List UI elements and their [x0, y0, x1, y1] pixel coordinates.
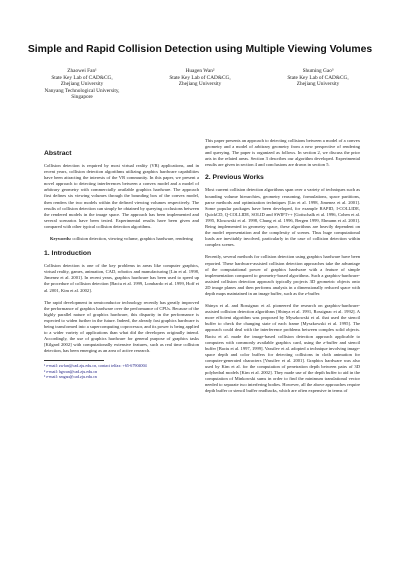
paragraph: This paper presents an approach to detecting collisions between a model of a convex geometry and a model of arbitrary geometry from a new perspective of rendering and querying. The paper is organized as follows. In section 2, we discuss the prior arts in the related areas. Section 3 describes our algorithm developed. Experimental results are given in section 4 and conclusions are drawn in section 5. — [205, 138, 360, 168]
paper-title: Simple and Rapid Collision Detection using Multiple Viewing Volumes — [27, 44, 373, 55]
left-column — [44, 150, 199, 379]
author-affiliation: Zhejiang University — [60, 81, 104, 88]
author-3 — [258, 68, 378, 88]
author-2 — [140, 68, 260, 88]
keywords — [44, 236, 199, 242]
author-affiliation: Nanyang Technological University, — [44, 87, 120, 94]
author-name: Shuming Gao³ — [302, 68, 334, 74]
author-affiliation: State Key Lab of CAD&CG, — [287, 74, 349, 81]
paragraph: The rapid development in semiconductor technology recently has greatly improved the performance of graphics hardware over the performance of CPUs. Because of the highly parallel nature of graphics hardware, this disparity in the performance is expected to widen further in the future. Indeed, the already fast graphics hardware is being transformed into a supercomputing coprocessor, and its power is being applied to a wider variety of applications than what did the developers originally intend. Accordingly, the use of graphics hardware for general purpose of graphics tasks [Kilgard 2002] with computationally extensive features, such as real time collision detection, has been emerging as an area of active research. — [44, 299, 199, 354]
keywords-label: Keywords: — [50, 236, 72, 242]
author-block — [0, 68, 400, 108]
author-1 — [22, 68, 142, 101]
paragraph: Shinya et al. and Rossignac et al. pioneered the research on graphics-hardware-assisted collision detection algorithms [Shinya et al. 1991, Rossignac et al. 1992]. A more efficient algorithm was proposed by Myszkowski et al. that used the stencil buffer to check the changing state of each frame [Myszkowski et al. 1995]. The approach could deal with the interference problems between complex solid objects. Baciu et al. made the image-based collision detection approach applicable to computers with commonly available graphics card, using the z-buffer and stencil buffer [Baciu et al. 1997, 1999]. Vassilev et al. adopted a technique involving image-space depth and color buffers for detecting collisions in cloth animation for computer-generated characters [Vassilev et al. 2001]. Graphics hardware was also used by Kim et al. for the computation of penetration depth between pairs of 3D polyhedral models [Kim et al. 2002]. They made use of the depth buffer to aid in the computation of Minkowski sums in order to find the minimum translational vector needed to separate two interfering bodies. However, all the above approaches require depth buffer or stencil buffer readbacks, which are often expensive in terms of — [205, 303, 360, 394]
author-affiliation: State Key Lab of CAD&CG, — [51, 74, 113, 81]
abstract-text: Collision detection is required by most virtual reality (VR) applications, and in recent years, collision detection algorithms utilizing graphics hardware capabilities have been attracting the interests of the VR community. In this paper, we present a novel approach to detecting interferences between a convex model and a model of arbitrary geometry with commercially available graphics hardware. The approach first defines six viewing volumes through the bounding box of the convex model, then renders the two models within the defined viewing volumes respectively. The results of collision detection can simply be obtained by querying occlusions between the rendered models in the image space. The approach has been implemented and several scenarios have been tested. Experimental results have been given and compared with other typical collision detection algorithms. — [44, 163, 199, 229]
footnote-text: ¹ e-mail: zwfan@cad.zju.edu.cn, contact telfax: +65-67904004 — [44, 363, 147, 369]
author-affiliation: State Key Lab of CAD&CG, — [169, 74, 231, 81]
abstract-heading: Abstract — [44, 150, 72, 157]
author-affiliation: Zhejiang University — [178, 81, 222, 88]
author-affiliation: Singapore — [71, 94, 93, 101]
author-name: Huagen Wan² — [185, 68, 215, 74]
paragraph: Collision detection is one of the key problems in areas like computer graphics, virtual reality, games, animation, CAD, robotics and manufacturing [Lin et al. 1998, Jimenez et al. 2001]. In recent years, graphics hardware has been used to speed up the procedure of collision detection [Baciu et al. 1999, Lombardo et al. 1999, Hoff et al. 2001, Kim et al. 2002]. — [44, 263, 199, 293]
introduction-heading: 1. Introduction — [44, 250, 92, 258]
right-column — [205, 138, 360, 400]
paragraph: Recently, several methods for collision detection using graphics hardware have been reported. These hardware-assisted collision detection approaches take the advantage of the computational power of graphics hardware with a feature of simple implementation compared to geometry-based algorithms. Such a graphics-hardware-assisted collision detection approach typically projects 3D geometric objects onto 2D image planes and then performs analysis in a dimensionally reduced space with depth maps maintained in an image buffer, such as the z-buffer. — [205, 254, 360, 296]
author-affiliation: Zhejiang University — [296, 81, 340, 88]
footnote — [44, 374, 199, 379]
author-name: Zhaowei Fan¹ — [67, 68, 97, 74]
footnote-rule — [44, 360, 104, 361]
paragraph: Most current collision detection algorithms span over a variety of techniques such as bounding volume hierarchies, geometry reasoning, formulations, space partitions, parse methods and optimization techniques [Lin et al. 1998, Jimenez et al. 2001]. Some popular packages have been developed, for example RAPID, I-COLLIDE, QuickCD, Q-COLLIDE, SOLID and SWIFT++ [Gottschalk et al. 1996, Cohen et al. 1995, Klosowski et al. 1998, Chung et al. 1996, Bergen 1999, Ehmann et al. 2001]. Being implemented in geometry space, these algorithms are heavily dependent on the model representation and the complexity of scenes. Thus huge computational loads are inevitably involved, particularly in the case of collision detection within complex scenes. — [205, 187, 360, 248]
keywords-text: collision detection, viewing volume, graphics hardware, rendering — [72, 236, 193, 242]
footnote-text: ³ e-mail: smgao@cad.zju.edu.cn — [44, 373, 97, 379]
previous-works-heading: 2. Previous Works — [205, 174, 264, 182]
footnote-text: ² e-mail: hgwan@cad.zju.edu.cn — [44, 368, 98, 374]
